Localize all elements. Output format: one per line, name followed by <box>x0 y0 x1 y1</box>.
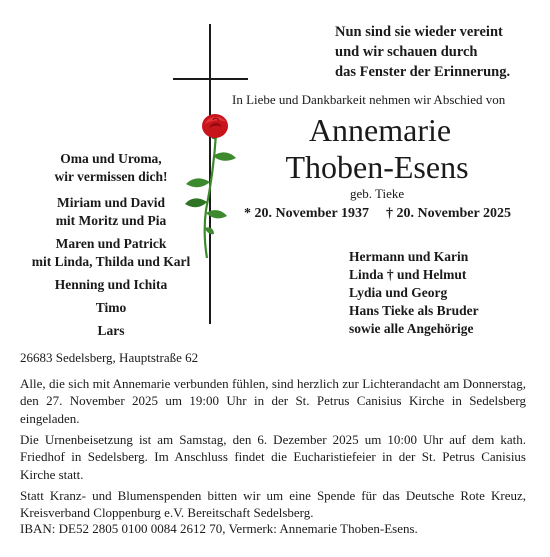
iban-line: IBAN: DE52 2805 0100 0084 2612 70, Vermerk: Annemarie Thoben-Esens. <box>20 521 418 536</box>
life-dates <box>244 206 514 222</box>
right-mourners <box>349 248 539 338</box>
paragraph-vigil: Alle, die sich mit Annemarie verbunden fühlen, sind herzlich zur Lichterandacht am Donnerstag, den 27. November 2025 um 19:00 Uhr in der St. Petrus Canisius Kirche in Sedelsberg eingeladen. <box>20 376 526 426</box>
deceased-last-name: Thoben-Esens <box>285 149 469 185</box>
cross-bar <box>173 78 248 80</box>
mourner-line: mit Linda, Thilda und Karl <box>31 254 191 269</box>
mourner-line: Hans Tieke als Bruder <box>349 303 479 318</box>
mourner-line: Henning und Ichita <box>54 277 168 292</box>
birth-date: * 20. November 1937 <box>244 206 369 221</box>
poem-line: das Fenster der Erinnerung. <box>335 64 511 80</box>
death-date: † 20. November 2025 <box>386 206 511 221</box>
paragraph-donation: Statt Kranz- und Blumenspenden bitten wir um eine Spende für das Deutsche Rote Kreuz, Kreisverband Cloppenburg e.V. Bereitschaft Sedelsberg. <box>20 488 526 521</box>
mourner-line: Hermann und Karin <box>349 249 469 264</box>
poem-line: Nun sind sie wieder vereint <box>335 24 503 40</box>
deceased-first-name: Annemarie <box>308 112 452 148</box>
mourner-line: Maren und Patrick <box>55 236 167 251</box>
mourner-line: Miriam und David <box>56 195 165 210</box>
poem <box>335 22 535 82</box>
mourner-line: sowie alle Angehörige <box>349 321 474 336</box>
mourner-line: mit Moritz und Pia <box>55 213 167 228</box>
mourner-line: Timo <box>95 300 127 315</box>
mourner-line: Lars <box>97 323 125 338</box>
poem-line: und wir schauen durch <box>335 44 478 60</box>
mourner-heading-line: wir vermissen dich! <box>54 169 168 184</box>
mourner-line: Lydia und Georg <box>349 285 448 300</box>
intro-text: In Liebe und Dankbarkeit nehmen wir Abschied von <box>232 92 506 107</box>
left-mourners <box>20 150 202 340</box>
address: 26683 Sedelsberg, Hauptstraße 62 <box>20 350 199 365</box>
mourner-line: Linda † und Helmut <box>349 267 467 282</box>
birth-name: geb. Tieke <box>350 186 405 201</box>
mourner-heading-line: Oma und Uroma, <box>60 151 162 166</box>
paragraph-burial: Die Urnenbeisetzung ist am Samstag, den 6. Dezember 2025 um 10:00 Uhr auf dem kath. Friedhof in Sedelsberg. Im Anschluss findet die Eucharistiefeier in der St. Petrus Canisius Kirche statt. <box>20 432 526 482</box>
